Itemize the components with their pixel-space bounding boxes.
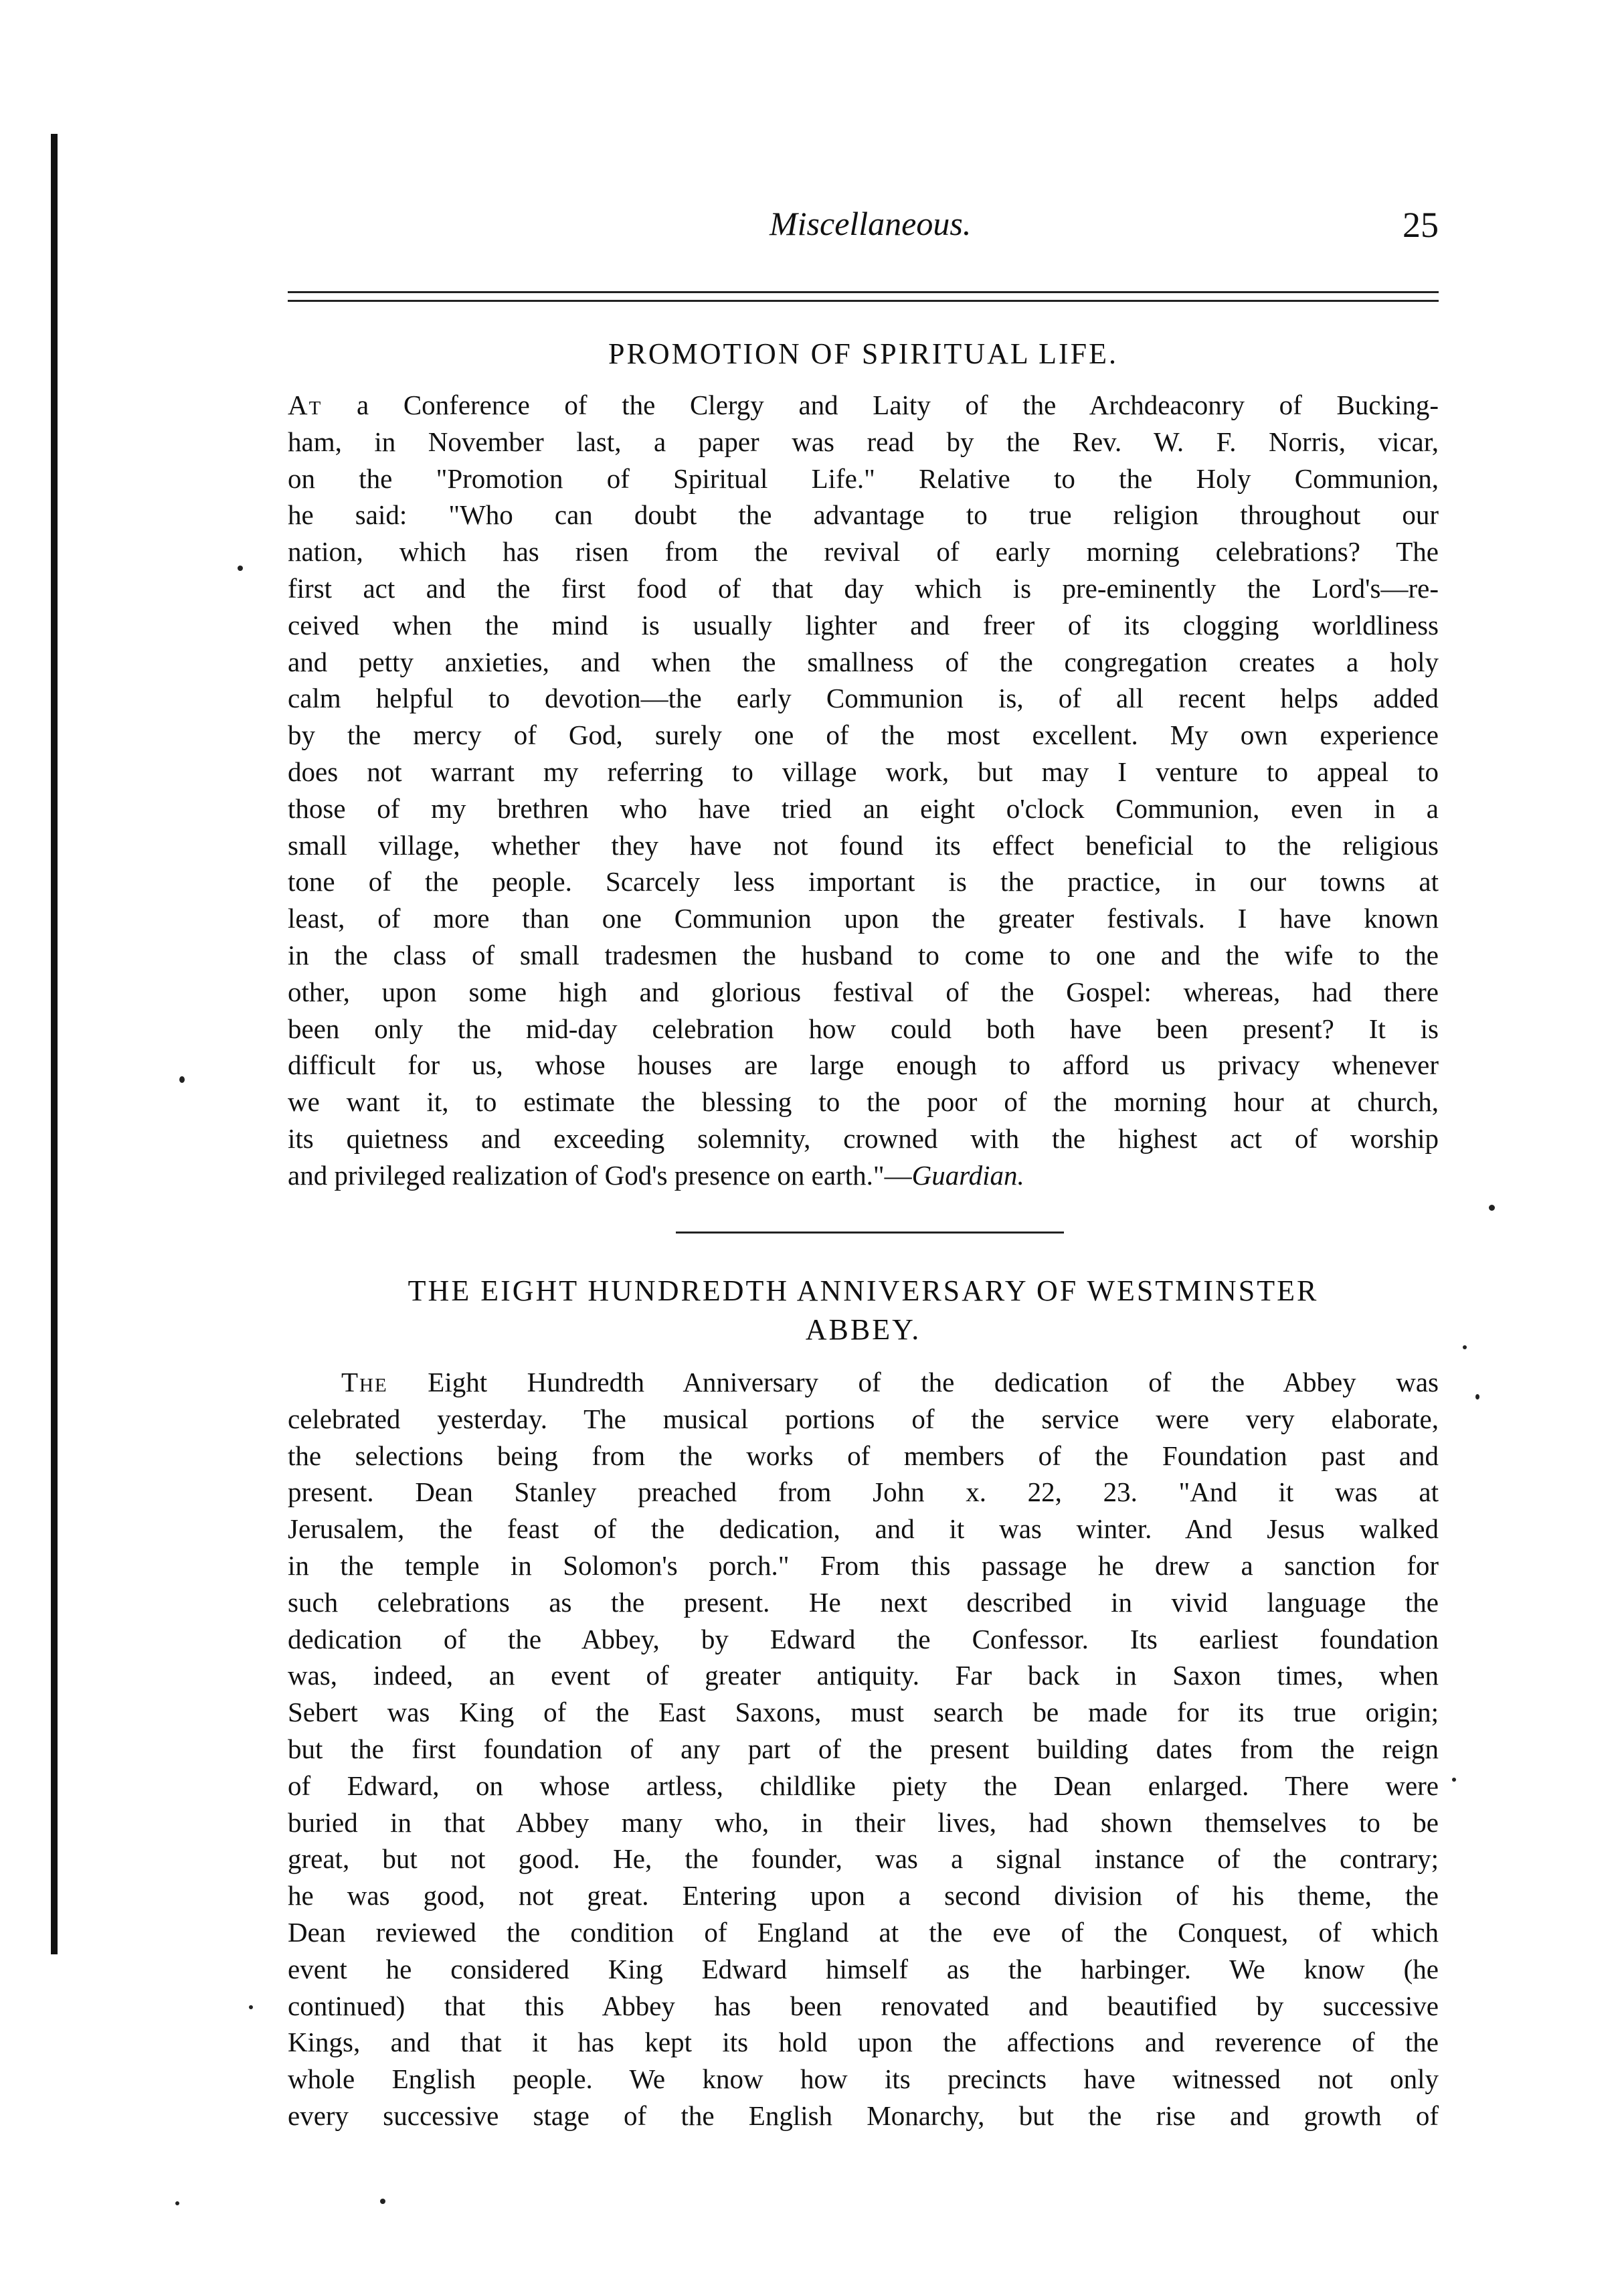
- article-title-line2: ABBEY.: [805, 1313, 921, 1346]
- drop-word: At: [288, 390, 323, 420]
- body-line: in the temple in Solomon's porch." From this passage he drew a sanction for: [288, 1549, 1439, 1581]
- body-line: in the class of small tradesmen the husband to come to one and the wife to the: [288, 939, 1439, 970]
- body-line: calm helpful to devotion—the early Communion is, of all recent helps added: [288, 683, 1439, 714]
- body-line: its quietness and exceeding solemnity, crowned with the highest act of worship: [288, 1122, 1439, 1154]
- scan-speck: [1489, 1205, 1495, 1211]
- body-line: does not warrant my referring to village work, but may I venture to appeal to: [288, 756, 1439, 787]
- body-line: and petty anxieties, and when the smallness of the congregation creates a holy: [288, 646, 1439, 677]
- body-line: whole English people. We know how its precincts have witnessed not only: [288, 2063, 1439, 2095]
- page-header: [288, 204, 1439, 264]
- body-line: The Eight Hundredth Anniversary of the dedication of the Abbey was: [341, 1367, 1439, 1397]
- section-separator: [676, 1232, 1064, 1234]
- article-body: [288, 387, 1439, 1194]
- article-title-line1: THE EIGHT HUNDREDTH ANNIVERSARY OF WESTMINSTER: [408, 1274, 1319, 1307]
- body-line: those of my brethren who have tried an eight o'clock Communion, even in a: [288, 792, 1439, 824]
- body-line: we want it, to estimate the blessing to the poor of the morning hour at church,: [288, 1086, 1439, 1118]
- article-title: PROMOTION OF SPIRITUAL LIFE.: [608, 337, 1118, 370]
- body-line: great, but not good. He, the founder, was a signal instance of the contrary;: [288, 1843, 1439, 1875]
- running-title: Miscellaneous.: [770, 205, 972, 242]
- article-body: [288, 1364, 1439, 2134]
- scan-speck: [175, 2201, 179, 2205]
- body-line: tone of the people. Scarcely less important is the practice, in our towns at: [288, 866, 1439, 898]
- body-line: Jerusalem, the feast of the dedication, and it was winter. And Jesus walked: [288, 1513, 1439, 1545]
- body-line: first act and the first food of that day which is pre-eminently the Lord's—re-: [288, 572, 1439, 604]
- body-line: buried in that Abbey many who, in their lives, had shown themselves to be: [288, 1806, 1439, 1838]
- body-line: such celebrations as the present. He next described in vivid language the: [288, 1586, 1439, 1618]
- header-rule: [288, 291, 1439, 302]
- body-line: continued) that this Abbey has been renovated and beautified by successive: [288, 1990, 1439, 2021]
- body-line: small village, whether they have not found its effect beneficial to the religious: [288, 829, 1439, 861]
- body-line: dedication of the Abbey, by Edward the Confessor. Its earliest foundation: [288, 1623, 1439, 1654]
- body-line: Sebert was King of the East Saxons, must search be made for its true origin;: [288, 1697, 1439, 1728]
- body-line: on the "Promotion of Spiritual Life." Relative to the Holy Communion,: [288, 462, 1439, 494]
- scan-speck: [1475, 1394, 1479, 1399]
- body-line: nation, which has risen from the revival of early morning celebrations? The: [288, 536, 1439, 568]
- scan-speck: [238, 566, 243, 571]
- body-line: ceived when the mind is usually lighter and freer of its clogging worldliness: [288, 609, 1439, 641]
- body-line: but the first foundation of any part of the present building dates from the reign: [288, 1733, 1439, 1764]
- article-spiritual-life: [288, 335, 1439, 1194]
- body-line: least, of more than one Communion upon the greater festivals. I have known: [288, 903, 1439, 934]
- body-line: every successive stage of the English Monarchy, but the rise and growth of: [288, 2100, 1439, 2131]
- body-line: by the mercy of God, surely one of the most excellent. My own experience: [288, 719, 1439, 751]
- body-line: event he considered King Edward himself as the harbinger. We know (he: [288, 1953, 1439, 1984]
- body-line: of Edward, on whose artless, childlike piety the Dean enlarged. There were: [288, 1770, 1439, 1801]
- drop-word: The: [341, 1367, 388, 1397]
- binding-shadow: [51, 134, 58, 1954]
- body-line: celebrated yesterday. The musical portions of the service were very elaborate,: [288, 1403, 1439, 1434]
- body-line: Dean reviewed the condition of England at the eve of the Conquest, of which: [288, 1916, 1439, 1948]
- body-line: other, upon some high and glorious festival of the Gospel: whereas, had there: [288, 976, 1439, 1007]
- body-line: the selections being from the works of members of the Foundation past and: [288, 1440, 1439, 1471]
- scan-speck: [1463, 1345, 1467, 1349]
- article-westminster-abbey: [288, 1272, 1439, 2134]
- scan-speck: [380, 2199, 385, 2204]
- body-line: was, indeed, an event of greater antiquity. Far back in Saxon times, when: [288, 1660, 1439, 1691]
- scan-speck: [179, 1076, 185, 1083]
- body-line: been only the mid-day celebration how could both have been present? It is: [288, 1013, 1439, 1044]
- body-line: At a Conference of the Clergy and Laity of the Archdeaconry of Bucking-: [288, 390, 1439, 420]
- body-line: difficult for us, whose houses are large enough to afford us privacy whenever: [288, 1049, 1439, 1081]
- body-line: he said: "Who can doubt the advantage to true religion throughout our: [288, 499, 1439, 531]
- body-line: ham, in November last, a paper was read by the Rev. W. F. Norris, vicar,: [288, 426, 1439, 457]
- body-line: Kings, and that it has kept its hold upon the affections and reverence of the: [288, 2027, 1439, 2058]
- body-line-last: and privileged realization of God's presence on earth."—Guardian.: [288, 1159, 1024, 1191]
- body-line: present. Dean Stanley preached from John x. 22, 23. "And it was at: [288, 1476, 1439, 1508]
- page-number: 25: [1403, 205, 1439, 245]
- source-credit: Guardian.: [911, 1159, 1024, 1191]
- body-line: he was good, not great. Entering upon a second division of his theme, the: [288, 1880, 1439, 1912]
- scan-speck: [1452, 1778, 1456, 1782]
- scan-speck: [249, 2005, 253, 2009]
